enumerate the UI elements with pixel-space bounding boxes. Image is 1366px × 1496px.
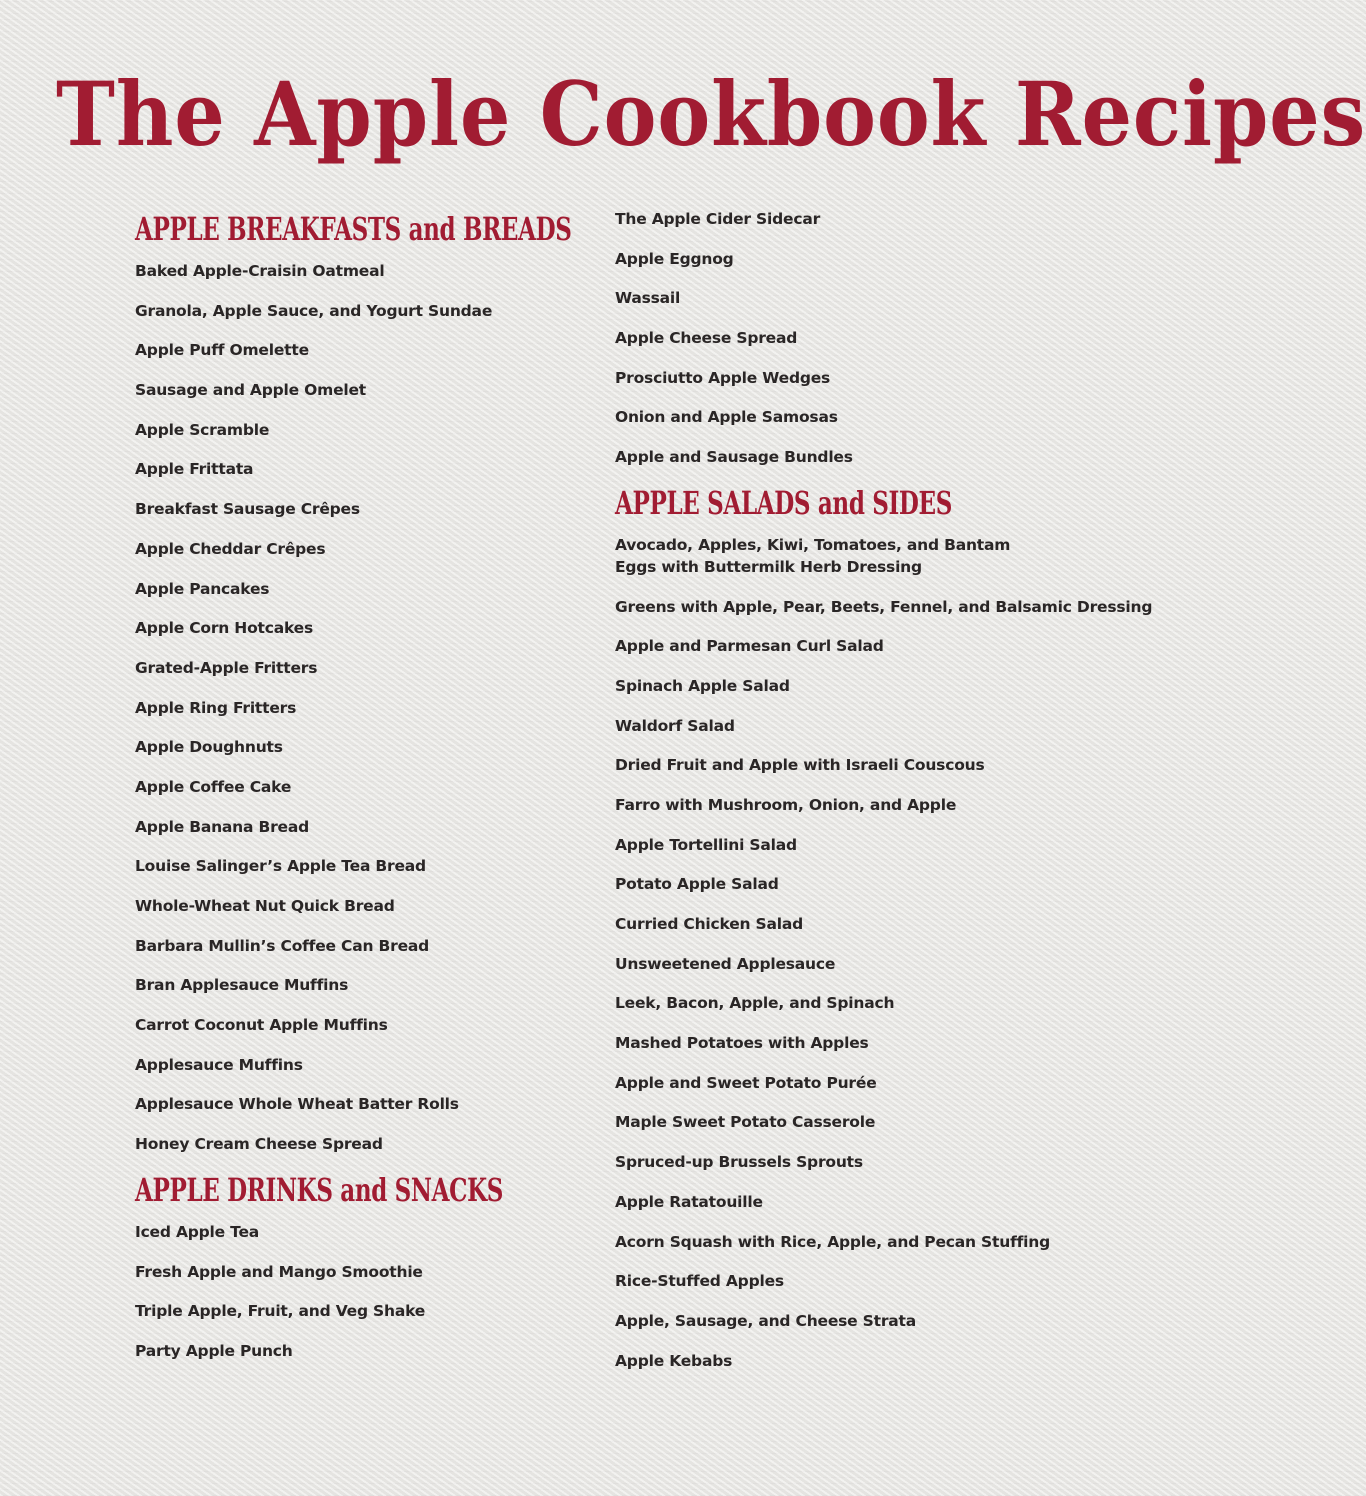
recipe-item: Apple Cheese Spread bbox=[615, 329, 798, 348]
recipe-item: Fresh Apple and Mango Smoothie bbox=[135, 1262, 423, 1281]
recipe-item: Barbara Mullin’s Coffee Can Bread bbox=[135, 936, 430, 955]
recipe-item: Apple Kebabs bbox=[615, 1351, 733, 1370]
recipe-item: Applesauce Muffins bbox=[135, 1055, 303, 1074]
recipe-item: Apple Tortellini Salad bbox=[615, 835, 797, 854]
recipe-item: The Apple Cider Sidecar bbox=[615, 210, 821, 228]
recipe-item: Greens with Apple, Pear, Beets, Fennel, and Balsamic Dressing bbox=[615, 597, 1153, 616]
recipe-item: Wassail bbox=[615, 289, 681, 308]
recipe-item: Applesauce Whole Wheat Batter Rolls bbox=[135, 1095, 459, 1114]
recipe-item: Onion and Apple Samosas bbox=[615, 408, 838, 427]
recipe-item: Louise Salinger’s Apple Tea Bread bbox=[135, 857, 426, 876]
right-column bbox=[615, 205, 1153, 1382]
recipe-item: Apple Puff Omelette bbox=[135, 341, 309, 360]
recipe-item: Apple Banana Bread bbox=[135, 817, 309, 836]
recipe-item: Maple Sweet Potato Casserole bbox=[615, 1113, 876, 1132]
section-heading-drinks: APPLE DRINKS and SNACKS bbox=[135, 1170, 504, 1209]
recipe-list-salads bbox=[615, 527, 1153, 1382]
recipe-item: Apple and Sausage Bundles bbox=[615, 448, 853, 467]
left-column bbox=[135, 205, 605, 1373]
recipe-item: Dried Fruit and Apple with Israeli Couscous bbox=[615, 756, 985, 775]
recipe-item: Apple Doughnuts bbox=[135, 738, 283, 757]
recipe-item: Apple Corn Hotcakes bbox=[135, 619, 314, 638]
recipe-item: Apple Ring Fritters bbox=[135, 698, 297, 717]
recipe-item: Apple and Sweet Potato Purée bbox=[615, 1073, 877, 1092]
recipe-item: Apple Frittata bbox=[135, 460, 254, 479]
recipe-item: Avocado, Apples, Kiwi, Tomatoes, and Bantam Eggs with Buttermilk Herb Dressing bbox=[615, 535, 1011, 576]
recipe-item: Apple Coffee Cake bbox=[135, 777, 292, 796]
recipe-item: Mashed Potatoes with Apples bbox=[615, 1034, 869, 1053]
recipe-item: Breakfast Sausage Crêpes bbox=[135, 500, 360, 519]
recipe-item: Prosciutto Apple Wedges bbox=[615, 368, 831, 387]
recipe-item: Spruced-up Brussels Sprouts bbox=[615, 1153, 863, 1172]
recipe-item: Whole-Wheat Nut Quick Bread bbox=[135, 897, 395, 915]
recipe-item: Leek, Bacon, Apple, and Spinach bbox=[615, 994, 895, 1013]
recipe-list-breakfasts bbox=[135, 253, 605, 1166]
recipe-item: Rice-Stuffed Apples bbox=[615, 1272, 784, 1291]
recipe-item: Apple Cheddar Crêpes bbox=[135, 539, 326, 558]
recipe-item: Honey Cream Cheese Spread bbox=[135, 1135, 383, 1154]
recipe-item: Sausage and Apple Omelet bbox=[135, 381, 367, 400]
recipe-item: Acorn Squash with Rice, Apple, and Pecan Stuffing bbox=[615, 1232, 1050, 1251]
recipe-item: Party Apple Punch bbox=[135, 1341, 293, 1360]
recipe-item: Baked Apple-Craisin Oatmeal bbox=[135, 262, 385, 280]
recipe-list-drinks-continued bbox=[615, 205, 1135, 479]
recipe-item: Potato Apple Salad bbox=[615, 875, 779, 894]
recipe-item: Apple and Parmesan Curl Salad bbox=[615, 637, 884, 656]
recipe-item: Curried Chicken Salad bbox=[615, 915, 804, 933]
recipe-item: Carrot Coconut Apple Muffins bbox=[135, 1016, 388, 1035]
recipe-item: Bran Applesauce Muffins bbox=[135, 976, 349, 995]
page-title: The Apple Cookbook Recipes bbox=[56, 62, 1366, 166]
recipe-item: Unsweetened Applesauce bbox=[615, 954, 836, 973]
recipe-item: Iced Apple Tea bbox=[135, 1222, 260, 1241]
recipe-item: Grated-Apple Fritters bbox=[135, 658, 318, 677]
recipe-item: Apple Ratatouille bbox=[615, 1192, 763, 1211]
recipe-item: Apple Eggnog bbox=[615, 249, 734, 268]
recipe-item: Farro with Mushroom, Onion, and Apple bbox=[615, 795, 957, 814]
recipe-item: Spinach Apple Salad bbox=[615, 676, 790, 695]
recipe-item: Waldorf Salad bbox=[615, 716, 735, 735]
section-heading-salads: APPLE SALADS and SIDES bbox=[615, 483, 953, 522]
recipe-item: Granola, Apple Sauce, and Yogurt Sundae bbox=[135, 301, 493, 320]
recipe-item: Triple Apple, Fruit, and Veg Shake bbox=[135, 1302, 426, 1321]
section-heading-breakfasts: APPLE BREAKFASTS and BREADS bbox=[135, 210, 572, 248]
recipe-item: Apple Pancakes bbox=[135, 579, 270, 598]
recipe-list-drinks bbox=[135, 1214, 605, 1373]
recipe-item: Apple, Sausage, and Cheese Strata bbox=[615, 1311, 917, 1330]
recipe-item: Apple Scramble bbox=[135, 420, 270, 439]
